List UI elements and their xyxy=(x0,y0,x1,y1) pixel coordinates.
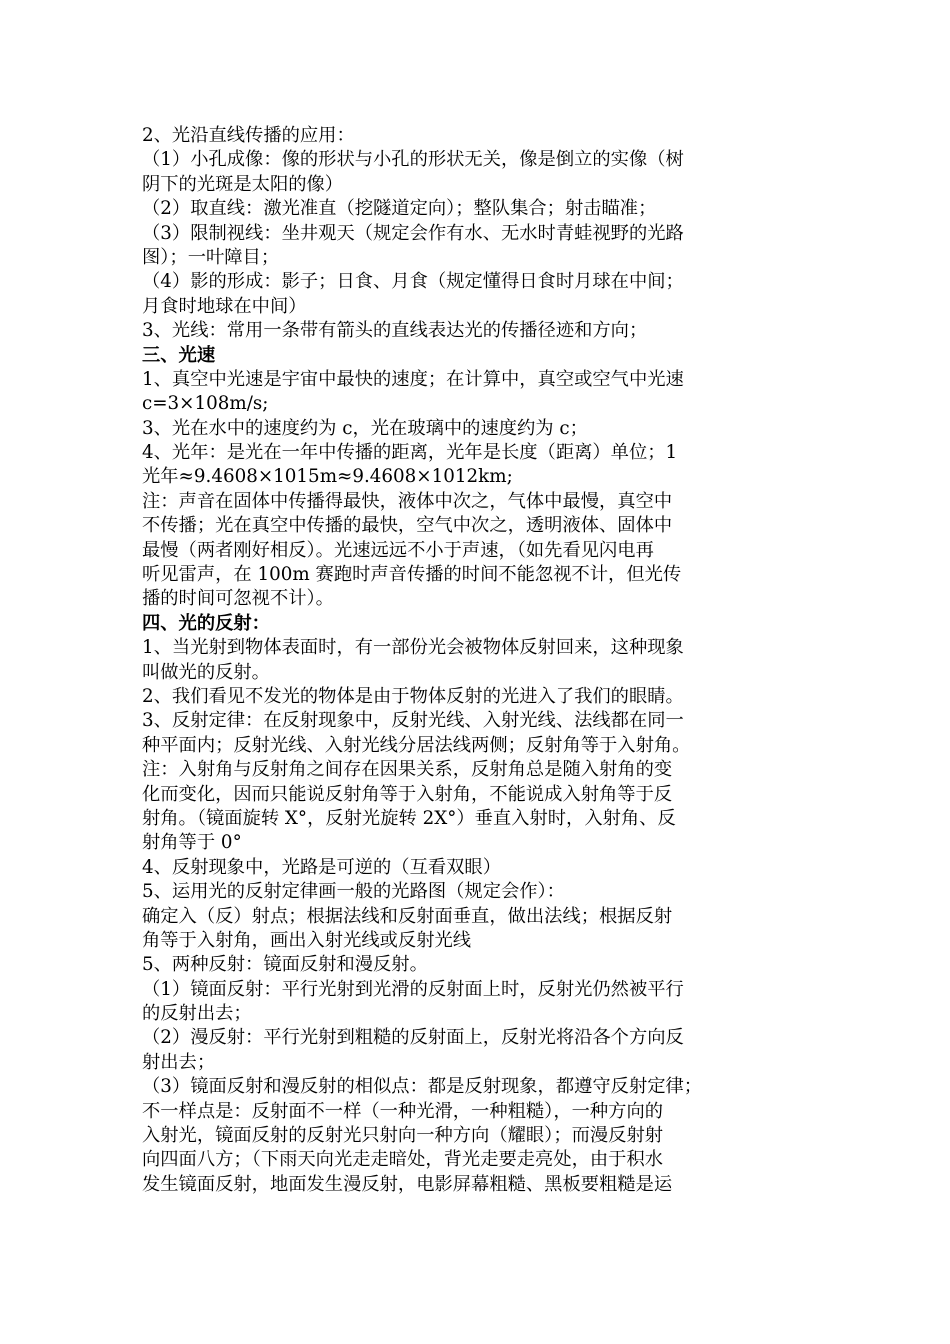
text-line: 3、光在水中的速度约为 c，光在玻璃中的速度约为 c； xyxy=(142,417,588,439)
text-line: 的反射出去； xyxy=(142,1003,252,1025)
text-line: 注：入射角与反射角之间存在因果关系，反射角总是随入射角的变 xyxy=(142,759,673,781)
text-line: 射出去； xyxy=(142,1051,216,1073)
text-line: 2、我们看见不发光的物体是由于物体反射的光进入了我们的眼睛。 xyxy=(142,685,684,707)
text-line: （1）小孔成像：像的形状与小孔的形状无关，像是倒立的实像（树 xyxy=(142,149,684,171)
text-line: 5、两种反射：镜面反射和漫反射。 xyxy=(142,954,428,976)
text-line: 月食时地球在中间） xyxy=(142,295,307,317)
text-line: （3）限制视线：坐井观天（规定会作有水、无水时青蛙视野的光路 xyxy=(142,222,684,244)
text-line: 叫做光的反射。 xyxy=(142,661,270,683)
text-line: 1、真空中光速是宇宙中最快的速度；在计算中，真空或空气中光速 xyxy=(142,368,684,390)
section-heading-light-speed: 三、光速 xyxy=(142,344,216,366)
text-line: （3）镜面反射和漫反射的相似点：都是反射现象，都遵守反射定律； xyxy=(142,1076,703,1098)
text-line: 发生镜面反射，地面发生漫反射，电影屏幕粗糙、黑板要粗糙是运 xyxy=(142,1173,673,1195)
text-line: 3、反射定律：在反射现象中，反射光线、入射光线、法线都在同一 xyxy=(142,710,684,732)
text-line: 化而变化，因而只能说反射角等于入射角，不能说成入射角等于反 xyxy=(142,783,673,805)
text-line: 4、光年：是光在一年中传播的距离，光年是长度（距离）单位；1 xyxy=(142,442,678,464)
text-line: 4、反射现象中，光路是可逆的（互看双眼） xyxy=(142,856,501,878)
text-line: 射角。（镜面旋转 X°，反射光旋转 2X°）垂直入射时，入射角、反 xyxy=(142,807,676,829)
text-line: 3、光线：常用一条带有箭头的直线表达光的传播径迹和方向； xyxy=(142,320,648,342)
text-line: （4）影的形成：影子；日食、月食（规定懂得日食时月球在中间； xyxy=(142,271,684,293)
text-line: 阴下的光斑是太阳的像） xyxy=(142,173,344,195)
text-line: 2、光沿直线传播的应用： xyxy=(142,125,355,146)
text-line: 最慢（两者刚好相反）。光速远远不小于声速，（如先看见闪电再 xyxy=(142,539,654,561)
text-line: 光年≈9.4608×1015m≈9.4608×1012km; xyxy=(142,466,513,488)
text-line: 注：声音在固体中传播得最快，液体中次之，气体中最慢，真空中 xyxy=(142,490,673,512)
text-line: 射角等于 0° xyxy=(142,832,242,854)
text-line: 入射光，镜面反射的反射光只射向一种方向（耀眼）；而漫反射射 xyxy=(142,1125,664,1147)
text-line: 不传播；光在真空中传播的最快，空气中次之，透明液体、固体中 xyxy=(142,515,673,537)
text-line: 向四面八方；（下雨天向光走走暗处，背光走要走亮处，由于积水 xyxy=(142,1149,664,1171)
text-line: 角等于入射角，画出入射光线或反射光线 xyxy=(142,929,472,951)
text-line: c=3×108m/s; xyxy=(142,393,269,415)
text-line: 听见雷声，在 100m 赛跑时声音传播的时间不能忽视不计，但光传 xyxy=(142,564,682,586)
text-line: 不一样点是：反射面不一样（一种光滑，一种粗糙），一种方向的 xyxy=(142,1100,664,1122)
text-line: （2）取直线：激光准直（挖隧道定向）；整队集合；射击瞄准； xyxy=(142,198,657,220)
text-line: 确定入（反）射点；根据法线和反射面垂直，做出法线；根据反射 xyxy=(142,905,673,927)
text-line: 5、运用光的反射定律画一般的光路图（规定会作）： xyxy=(142,881,565,903)
text-line: （1）镜面反射：平行光射到光滑的反射面上时，反射光仍然被平行 xyxy=(142,978,684,1000)
text-line: 1、当光射到物体表面时，有一部份光会被物体反射回来，这种现象 xyxy=(142,637,684,659)
section-heading-reflection: 四、光的反射： xyxy=(142,612,270,634)
text-line: （2）漫反射：平行光射到粗糙的反射面上，反射光将沿各个方向反 xyxy=(142,1027,684,1049)
document-page xyxy=(142,124,812,1197)
text-line: 种平面内；反射光线、入射光线分居法线两侧；反射角等于入射角。 xyxy=(142,734,691,756)
text-line: 图）；一叶障目； xyxy=(142,246,280,268)
text-line: 播的时间可忽视不计）。 xyxy=(142,588,334,610)
